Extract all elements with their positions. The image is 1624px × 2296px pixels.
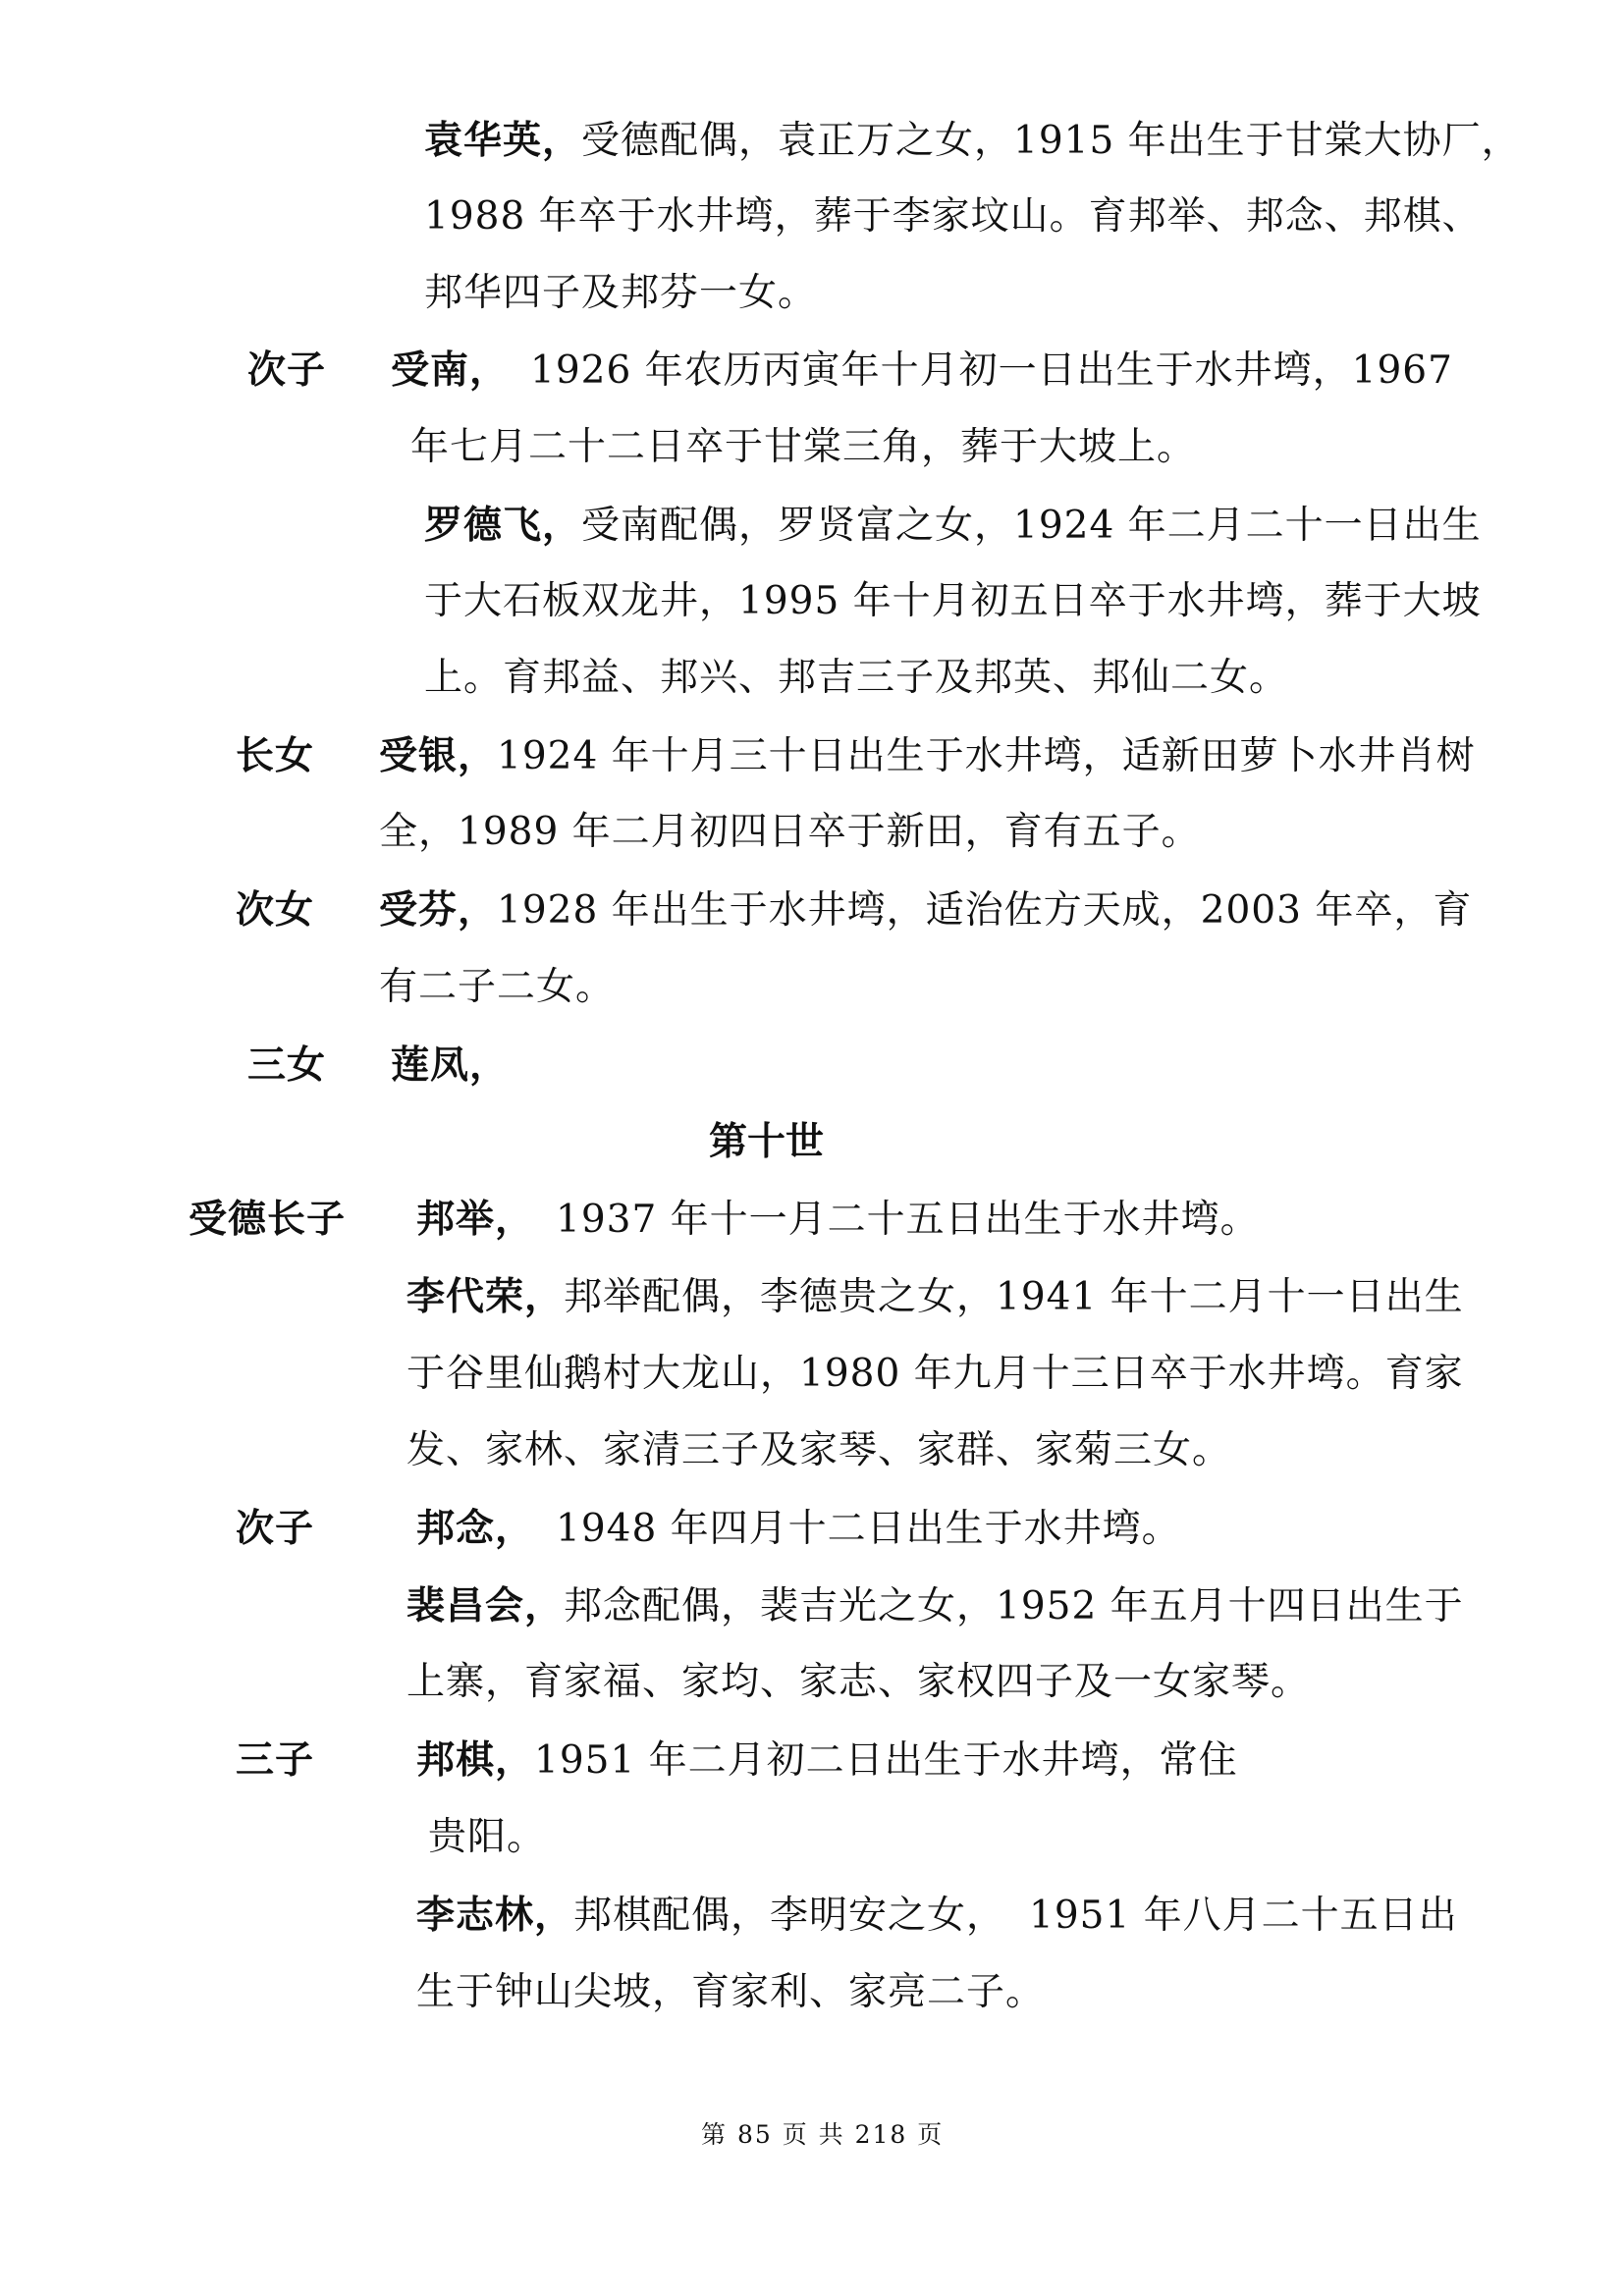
relation-label: 三子: [236, 1737, 315, 1783]
entry-text: 邦念配偶，裴吉光之女，1952 年五月十四日出生于: [564, 1584, 1464, 1629]
person-name: 邦举，: [416, 1197, 535, 1242]
person-name: 李代荣，: [406, 1274, 565, 1319]
child-entry-shoufen-line1: [379, 885, 1472, 935]
entry-text: 受德配偶，袁正万之女，1915 年出生于甘棠大协厂，: [581, 119, 1521, 163]
relation-label: 次子: [236, 1506, 315, 1551]
relation-label: 次子: [247, 347, 327, 393]
person-name: 邦棋，: [416, 1737, 535, 1783]
child-entry-bangqi-line1: [416, 1735, 1238, 1786]
spouse-entry-pei-line2: 上寨，育家福、家均、家志、家权四子及一女家琴。: [406, 1660, 1311, 1704]
entry-text: 1926 年农历丙寅年十月初一日出生于水井塆，1967: [530, 348, 1453, 393]
spouse-entry-yuan-line1: [424, 116, 1521, 166]
spouse-entry-li-zhilin-line1: [416, 1891, 1458, 1941]
relation-label: 长女: [236, 733, 315, 778]
person-name: 裴昌会，: [406, 1583, 565, 1629]
entry-text: 受南配偶，罗贤富之女，1924 年二月二十一日出生: [581, 504, 1482, 548]
spouse-entry-li-dairong-line3: 发、家林、家清三子及家琴、家群、家菊三女。: [406, 1428, 1232, 1472]
relation-label: 受德长子: [189, 1197, 347, 1242]
child-entry-shouyin-line2: 全，1989 年二月初四日卒于新田，育有五子。: [379, 810, 1201, 854]
spouse-entry-li-dairong-line2: 于谷里仙鹅村大龙山，1980 年九月十三日卒于水井塆。育家: [406, 1352, 1464, 1396]
generation-heading: 第十世: [709, 1119, 825, 1164]
person-name: 邦念，: [416, 1506, 535, 1551]
person-name: 受南，: [391, 347, 510, 393]
spouse-entry-luo-line1: [424, 501, 1482, 551]
child-entry-shoufen-line2: 有二子二女。: [379, 965, 616, 1009]
spouse-entry-luo-line3: 上。育邦益、邦兴、邦吉三子及邦英、邦仙二女。: [424, 656, 1289, 700]
spouse-entry-yuan-line3: 邦华四子及邦芬一女。: [424, 271, 818, 315]
spouse-entry-pei-line1: [406, 1581, 1464, 1631]
person-name: 李志林，: [416, 1893, 574, 1938]
page-number: 第 85 页 共 218 页: [701, 2120, 945, 2149]
entry-text: 1937 年十一月二十五日出生于水井塆。: [556, 1198, 1260, 1242]
person-name: 袁华英，: [424, 118, 582, 163]
person-name: 罗德飞，: [424, 503, 582, 548]
person-name: 受芬，: [379, 887, 498, 933]
relation-label: 次女: [236, 887, 315, 933]
entry-text: 1928 年出生于水井塆，适治佐方天成，2003 年卒，育: [497, 888, 1473, 933]
person-name: 莲凤，: [391, 1042, 510, 1088]
child-entry-bangju-line1: [416, 1195, 1260, 1245]
child-entry-bangqi-line2: 贵阳。: [428, 1815, 547, 1859]
person-name: 受银，: [379, 733, 498, 778]
entry-text: 1951 年二月初二日出生于水井塆，常住: [534, 1738, 1238, 1783]
entry-text: 1948 年四月十二日出生于水井塆。: [556, 1507, 1181, 1551]
entry-text: 邦举配偶，李德贵之女，1941 年十二月十一日出生: [564, 1275, 1464, 1319]
entry-text: 1924 年十月三十日出生于水井塆，适新田萝卜水井肖树: [497, 734, 1476, 778]
relation-label: 三女: [247, 1042, 327, 1088]
entry-text: 邦棋配偶，李明安之女，: [573, 1894, 1006, 1938]
child-entry-shouyin-line1: [379, 731, 1476, 781]
spouse-entry-luo-line2: 于大石板双龙井，1995 年十月初五日卒于水井塆，葬于大坡: [424, 579, 1482, 623]
child-entry-shounan-line1: [391, 346, 1453, 396]
spouse-entry-li-zhilin-line2: 生于钟山尖坡，育家利、家亮二子。: [416, 1970, 1046, 2014]
child-entry-shounan-line2: 年七月二十二日卒于甘棠三角，葬于大坡上。: [410, 425, 1197, 469]
entry-text: 1951 年八月二十五日出: [1029, 1894, 1458, 1938]
child-entry-bangnian-line1: [416, 1504, 1181, 1554]
spouse-entry-li-dairong-line1: [406, 1272, 1464, 1322]
spouse-entry-yuan-line2: 1988 年卒于水井塆，葬于李家坟山。育邦举、邦念、邦棋、: [424, 194, 1482, 239]
